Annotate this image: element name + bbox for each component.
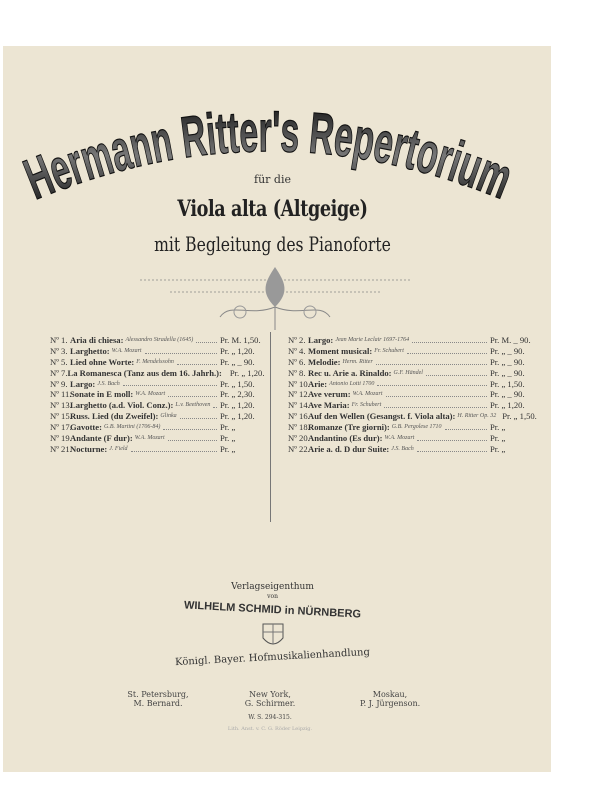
piece-item [50, 422, 270, 433]
dot-leader [407, 346, 487, 354]
piece-price: Pr. „ 1,50. [490, 378, 525, 389]
piece-item [288, 389, 540, 400]
piece-composer: Glinka [160, 413, 177, 420]
piece-composer: H. Ritter Op. 32 [457, 413, 497, 420]
piece-item [50, 346, 270, 357]
piece-title: Largo: [70, 378, 96, 389]
piece-item [288, 357, 540, 368]
piece-composer: Fr. Schubert [374, 347, 404, 354]
subtitle-instrument: Viola alta (Altgeige) [177, 196, 368, 222]
dot-leader [384, 400, 487, 408]
piece-number: Nº 3. [50, 345, 68, 356]
printer-imprint: Lith. Anst. v. C. G. Röder Leipzig. [227, 726, 313, 732]
dot-leader [123, 379, 217, 387]
piece-title: Nocturne: [70, 443, 108, 454]
piece-item [50, 389, 270, 400]
piece-item [288, 400, 540, 411]
piece-number: Nº 13. [50, 400, 72, 411]
piece-composer: W.A. Mozart [352, 391, 383, 398]
piece-item [288, 433, 540, 444]
subtitle-fur: für die [254, 173, 291, 186]
piece-title: Moment musical: [308, 345, 373, 356]
piece-title: Russ. Lied (du Zweifel): [70, 411, 159, 422]
piece-item [288, 411, 540, 422]
dot-leader [163, 422, 217, 430]
piece-item [50, 433, 270, 444]
piece-number: Nº 5. [50, 356, 68, 367]
pieces-list-right [288, 335, 540, 455]
dot-leader [377, 379, 487, 387]
piece-price: Pr. „ 1,50. [220, 378, 255, 389]
piece-title: Larghetto (a.d. Viol. Conz.): [70, 400, 174, 411]
piece-price: Pr. M. 1,50. [220, 335, 261, 345]
piece-item [50, 411, 270, 422]
dot-leader [180, 411, 217, 419]
agent-new-york [230, 690, 310, 708]
dot-leader [417, 433, 487, 441]
pieces-list-left [50, 335, 270, 455]
piece-price: Pr. „ _ 90. [490, 367, 525, 378]
piece-title: Arie: [308, 378, 328, 389]
agent-name: G. Schirmer. [244, 699, 296, 708]
piece-number: Nº 21. [50, 443, 72, 454]
dot-leader [168, 389, 217, 397]
piece-number: Nº 6. [288, 356, 306, 367]
piece-composer: G.F. Händel [393, 369, 423, 376]
piece-number: Nº 8. [288, 367, 306, 378]
piece-composer: Antonio Lotti 1700 [329, 380, 375, 387]
piece-number: Nº 12. [288, 389, 310, 400]
agent-moskau [345, 690, 435, 708]
piece-title: Lied ohne Worte: [70, 356, 135, 367]
piece-price: Pr. „ 1,20. [229, 367, 265, 378]
piece-composer: Alessandro Stradella (1645) [125, 337, 194, 343]
piece-item [288, 335, 540, 346]
piece-number: Nº 7. [50, 367, 68, 378]
piece-composer: G.B. Martini (1706-84) [103, 424, 161, 431]
piece-number: Nº 2. [288, 335, 306, 345]
piece-item [50, 335, 270, 346]
piece-item [288, 422, 540, 433]
piece-title: Auf den Wellen (Gesangst. f. Viola alta): [308, 411, 456, 422]
piece-price: Pr. „ 1,20. [220, 400, 255, 411]
publisher-label: Verlagseigenthum [231, 582, 314, 592]
piece-number: Nº 22. [288, 443, 310, 454]
piece-title: Gavotte: [70, 422, 102, 433]
piece-composer: Herm. Ritter [342, 358, 373, 365]
piece-title: Rec u. Arie a. Rinaldo: [308, 367, 392, 378]
dot-leader [168, 433, 217, 441]
dot-leader [417, 444, 487, 452]
piece-number: Nº 16. [288, 411, 310, 422]
piece-item [50, 368, 270, 379]
piece-composer: F. Mendelssohn [136, 358, 174, 365]
piece-title: Melodie: [308, 356, 341, 367]
subtitle-accompaniment: mit Begleitung des Pianoforte [154, 232, 391, 256]
piece-price: Pr. „ [220, 433, 236, 444]
dot-leader [412, 335, 487, 343]
piece-composer: Fr. Schubert [351, 402, 382, 409]
piece-item [50, 357, 270, 368]
piece-title: Ave verum: [308, 389, 351, 400]
piece-item [288, 379, 540, 390]
piece-composer: W.A. Mozart [134, 435, 165, 442]
piece-item [50, 379, 270, 390]
piece-title: Arie a. d. D dur Suite: [308, 443, 390, 454]
piece-item [288, 368, 540, 379]
piece-title: La Romanesca (Tanz aus dem 16. Jahrh.): [67, 367, 222, 378]
piece-price: Pr. „ _ 90. [220, 356, 255, 367]
piece-composer: J.S. Bach [97, 380, 120, 387]
piece-composer: Jean Marie Leclair 1697-1764 [335, 337, 410, 343]
piece-composer: J. Field [109, 445, 128, 452]
piece-price: Pr. „ _ 90. [490, 356, 525, 367]
piece-item [288, 444, 540, 455]
dot-leader [376, 357, 487, 365]
piece-price: Pr. „ 1,50. [502, 411, 537, 422]
piece-price: Pr. „ 1,20. [490, 400, 525, 411]
piece-price: Pr. „ [490, 443, 506, 454]
dot-leader [386, 389, 487, 397]
piece-number: Nº 11. [50, 389, 72, 400]
piece-price: Pr. „ 1,20. [220, 411, 255, 422]
dot-leader [213, 400, 217, 408]
piece-title: Romanze (Tre giorni): [308, 422, 390, 433]
piece-composer: W.A. Mozart [384, 435, 415, 442]
piece-item [50, 444, 270, 455]
piece-number: Nº 20. [288, 433, 310, 444]
dot-leader [131, 444, 217, 452]
agent-city: Moskau, [372, 690, 408, 699]
piece-number: Nº 15. [50, 411, 72, 422]
piece-number: Nº 4. [288, 345, 306, 356]
piece-number: Nº 9. [50, 378, 68, 389]
piece-number: Nº 18. [288, 422, 310, 433]
agent-name: P. J. Jürgenson. [359, 699, 421, 708]
piece-title: Aria di chiesa: [70, 335, 124, 345]
piece-price: Pr. „ _ 90. [490, 345, 525, 356]
piece-number: Nº 14. [288, 400, 310, 411]
piece-composer: L.v. Beethoven [175, 402, 211, 409]
publisher-appointment: Königl. Bayer. Hofmusikalienhandlung [174, 646, 371, 669]
agent-city: St. Petersburg, [127, 690, 189, 699]
piece-price: Pr. „ [220, 443, 236, 454]
piece-price: Pr. M. _ 90. [490, 335, 531, 345]
piece-composer: W.A. Mozart [135, 391, 166, 398]
piece-title: Largo: [308, 335, 334, 345]
dot-leader [177, 357, 217, 365]
piece-price: Pr. „ 2,30. [220, 389, 255, 400]
piece-number: Nº 19. [50, 433, 72, 444]
ornament-icon [140, 262, 410, 332]
piece-number: Nº 17. [50, 422, 72, 433]
piece-title: Sonate in E moll: [70, 389, 134, 400]
piece-composer: W.A. Mozart [111, 347, 142, 354]
dot-leader [145, 346, 217, 354]
plate-number: W. S. 294-315. [248, 714, 292, 721]
piece-price: Pr. „ [490, 433, 506, 444]
piece-title: Ave Maria: [308, 400, 350, 411]
piece-price: Pr. „ 1,20. [220, 345, 255, 356]
dot-leader [445, 422, 487, 430]
piece-title: Andante (F dur): [70, 433, 133, 444]
agent-st-petersburg [118, 690, 198, 708]
piece-item [288, 346, 540, 357]
agent-city: New York, [249, 690, 291, 699]
column-divider [270, 332, 271, 522]
publisher-von: von [267, 593, 278, 600]
agent-name: M. Bernard. [133, 699, 183, 708]
piece-item [50, 400, 270, 411]
piece-title: Andantino (Es dur): [308, 433, 383, 444]
main-title: Hermann Ritter's Repertorium [15, 98, 541, 220]
dot-leader [426, 368, 487, 376]
piece-price: Pr. „ [220, 422, 236, 433]
coat-of-arms-icon [255, 620, 291, 650]
piece-composer: J.S. Bach [391, 445, 414, 452]
piece-number: Nº 10. [288, 378, 310, 389]
piece-number: Nº 1. [50, 335, 68, 345]
publisher-name: WILHELM SCHMID in NÜRNBERG [183, 599, 362, 621]
piece-composer: G.B. Pergolese 1710 [391, 424, 442, 431]
piece-title: Larghetto: [70, 345, 110, 356]
dot-leader [196, 335, 217, 343]
piece-price: Pr. „ [490, 422, 506, 433]
piece-price: Pr. „ _ 90. [490, 389, 525, 400]
